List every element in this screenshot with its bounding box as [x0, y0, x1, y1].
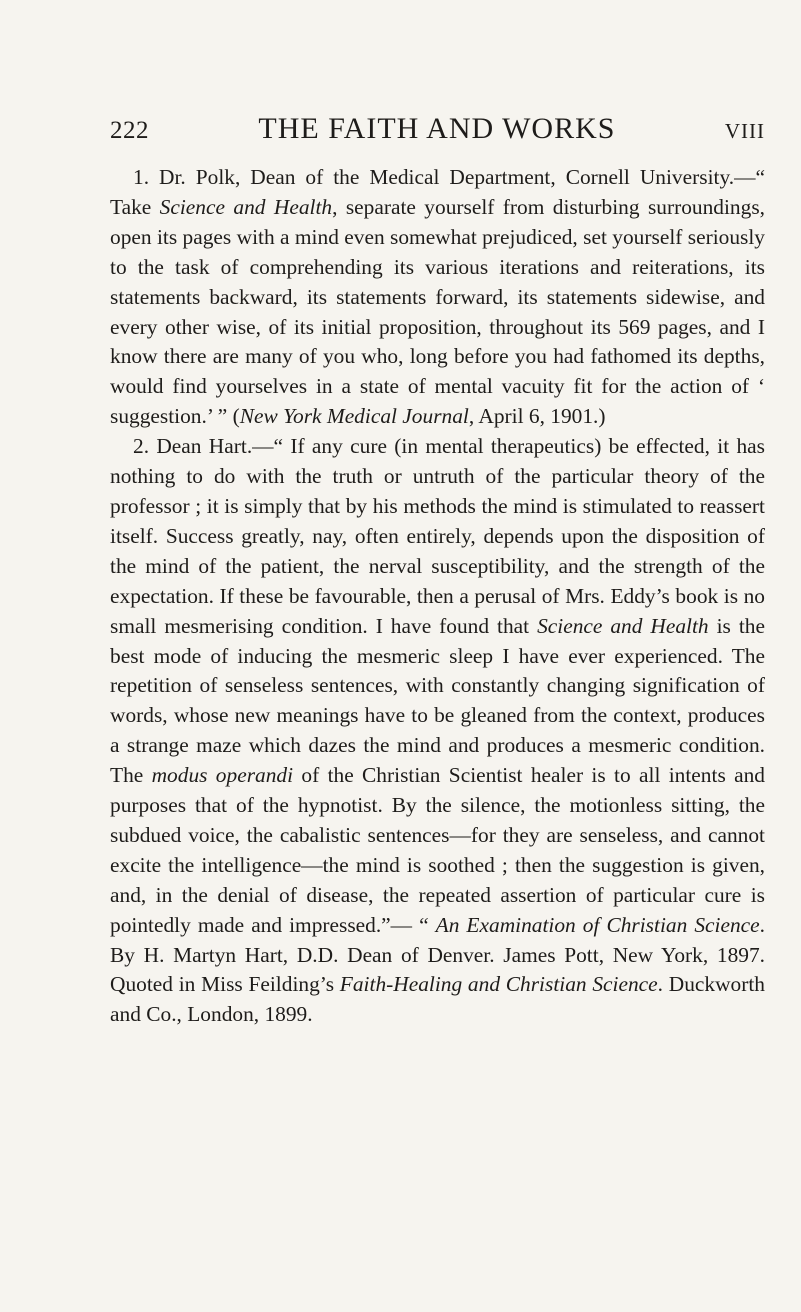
- footnote-paragraph-2: [110, 432, 765, 1030]
- text-segment: , April 6, 1901.): [468, 404, 606, 429]
- text-segment: . By H. Martyn Hart, D.D. Dean of Denver. James Pott, New York, 1897. Quoted in Miss Feilding’s: [110, 912, 765, 997]
- page-header: [110, 112, 765, 152]
- text-segment: of the Christian Scientist healer is to all intents and purposes that of the hypnotist. By the silence, the motionless sitting, the subdued voice, the cabalistic sentences—for they are senseless, and cannot excite the intelligence—the mind is soothed ; then the suggestion is given, and, in the denial of disease, the repeated assertion of particular cure is pointedly made and impressed.”— “: [110, 763, 765, 937]
- running-head: THE FAITH AND WORKS: [258, 112, 616, 145]
- book-title: Faith-Healing and Christian Science: [339, 972, 658, 997]
- text-segment: 1. Dr. Polk, Dean of the Medical Department, Cornell University.—“ Take: [110, 165, 765, 219]
- chapter-number: VIII: [724, 119, 765, 143]
- book-title: An Examination of Christian Science: [435, 912, 760, 937]
- book-title: Science and Health: [537, 613, 709, 638]
- text-segment: 2. Dean Hart.—“ If any cure (in mental therapeutics) be effected, it has nothing to do with the truth or untruth of the particular theory of the professor ; it is simply that by his methods the mind is stimulated to reassert itself. Success greatly, nay, often entirely, depends upon the disposition of the mind of the patient, the nerval susceptibility, and the strength of the expectation. If these be favourable, then a perusal of Mrs. Eddy’s book is no small mesmerising condition. I have found that: [110, 434, 765, 638]
- text-segment: . Duckworth and Co., London, 1899.: [110, 972, 765, 1027]
- footnote-paragraph-1: [110, 163, 765, 432]
- latin-phrase: modus operandi: [151, 763, 294, 788]
- page-number: 222: [110, 117, 149, 144]
- body-text: [110, 163, 765, 1030]
- book-title: Science and Health: [159, 194, 333, 219]
- text-segment: is the best mode of inducing the mesmeric sleep I have ever experienced. The repetition of senseless sentences, with constantly changing signification of words, whose new meanings have to be gleaned from the context, produces a strange maze which dazes the mind and produces a mesmeric condition. The: [110, 613, 765, 788]
- journal-title: New York Medical Journal: [239, 404, 469, 429]
- text-segment: , separate yourself from disturbing surroundings, open its pages with a mind even somewhat prejudiced, set yourself seriously to the task of comprehending its various iterations and reiterations, its statements backward, its statements forward, its statements sidewise, and every other wise, of its initial proposition, throughout its 569 pages, and I know there are many of you who, long before you had fathomed its depths, would find yourselves in a state of mental vacuity fit for the action of ‘ suggestion.’ ” (: [110, 194, 765, 429]
